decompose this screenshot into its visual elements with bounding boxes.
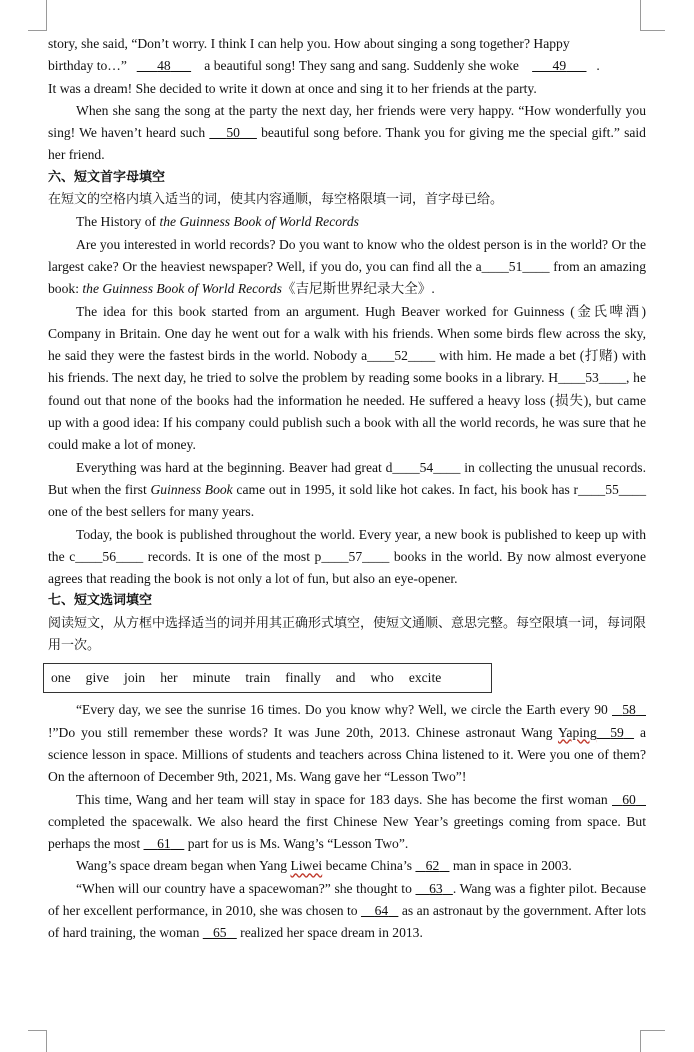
blank-58[interactable]: 58 <box>622 702 636 718</box>
paragraph-story-continued: story, she said, “Don’t worry. I think I can help you. How about singing a song together? Happy birthday to…” 48 a beautiful song! They sang and sang. Suddenly she woke 49 . It was a dream! She decided to write it down at once and sing it to her friends at the party. <box>48 36 600 96</box>
text-line: It was a dream! She decided to write it down at once and sing it to her friends at the party. <box>48 80 537 96</box>
text-line: birthday to…” <box>48 58 127 74</box>
blank-53[interactable]: H____53____ <box>548 370 627 386</box>
section-7-instruction: 阅读短文，从方框中选择适当的词并用其正确形式填空，使短文通顺、意思完整。每空限填一词，每词限用一次。 <box>48 615 647 654</box>
word-bank-item: join <box>124 670 146 686</box>
passage-title: The History of the Guinness Book of World Records <box>76 214 359 230</box>
name-liwei: Liwei <box>290 858 323 874</box>
document-page <box>48 33 646 945</box>
blank-51[interactable]: a____51____ <box>475 258 550 274</box>
word-bank-item: her <box>160 670 178 686</box>
paragraph-idea: The idea for this book started from an argument. Hugh Beaver worked for Guinness (金氏啤酒) Company in Britain. One day he went out for a walk with his friends. When some birds flew across the sky, he said they were the fastest birds in the world. Nobody a____52____ with him. He made a bet (打赌) with his friends. The next day, he tried to solve the problem by reading some books in a library. H____53____, he found out that none of the books had the information he needed. He suffered a heavy loss (损失), but came up with a good idea: If his company could publish such a book with all the world records, he was sure that he could make a lot of money. <box>48 303 646 453</box>
blank-61[interactable]: 61 <box>157 836 171 852</box>
blank-60[interactable]: 60 <box>622 791 636 807</box>
word-bank-item: finally <box>285 670 321 686</box>
blank-48[interactable]: 48 <box>157 58 171 74</box>
paragraph-sunrise: “Every day, we see the sunrise 16 times. Do you know why? Well, we circle the Earth every 90 58 !”Do you still remember these words? It was June 20th, 2013. Chinese astronaut Wang Yaping 59 a science lesson in space. Millions of students and teachers across China listened to it. Were you one of them? On the afternoon of December 9th, 2021, Ms. Wang gave her “Lesson Two”! <box>48 699 646 788</box>
word-bank-item: one <box>51 670 71 686</box>
paragraph-team: This time, Wang and her team will stay in space for 183 days. She has become the first woman 60 completed the spacewalk. We also heard the first Chinese New Year’s greetings coming from space. But perhaps the most 61 part for us is Ms. Wang’s “Lesson Two”. <box>48 789 646 856</box>
crop-mark-bottom-right <box>640 1030 665 1052</box>
blank-49[interactable]: 49 <box>552 58 567 74</box>
blank-52[interactable]: a____52____ <box>361 348 436 364</box>
crop-mark-top-right <box>640 0 665 31</box>
word-bank-item: train <box>245 670 271 686</box>
blank-54[interactable]: d____54____ <box>385 459 461 475</box>
section-6-instruction: 在短文的空格内填入适当的词，使其内容通顺，每空格限填一词，首字母已给。 <box>48 192 504 208</box>
paragraph-dream: Wang’s space dream began when Yang Liwei became China’s 62 man in space in 2003. <box>48 855 646 877</box>
crop-mark-top-left <box>28 0 47 31</box>
blank-55[interactable]: r____55____ <box>573 481 646 497</box>
crop-mark-bottom-left <box>28 1030 47 1052</box>
blank-56[interactable]: c____56____ <box>69 548 144 564</box>
word-bank-item: and <box>335 670 356 686</box>
blank-64[interactable]: 64 <box>374 902 389 918</box>
paragraph-spacewoman: “When will our country have a spacewoman?” she thought to 63 . Wang was a fighter pilot. Because of her excellent performance, in 2010, she was chosen to 64 as an astronaut by the government. After lots of hard training, the woman 65 realized her space dream in 2013. <box>48 878 646 945</box>
word-bank-item: give <box>85 670 110 686</box>
text-line: story, she said, “Don’t worry. I think I can help you. How about singing a song together? Happy <box>48 36 570 51</box>
paragraph-world-records: Are you interested in world records? Do you want to know who the oldest person is in the world? Or the largest cake? Or the heaviest newspaper? Well, if you do, you can find all the a____51____ from an amazing book: the Guinness Book of World Records《吉尼斯世界纪录大全》. <box>48 236 646 297</box>
blank-59[interactable]: 59 <box>610 724 624 740</box>
blank-50[interactable]: 50 <box>226 125 240 141</box>
name-yaping: Yaping <box>557 724 597 740</box>
blank-62[interactable]: 62 <box>425 858 440 874</box>
blank-65[interactable]: 65 <box>212 925 227 941</box>
word-bank-item: minute <box>192 670 231 686</box>
paragraph-today: Today, the book is published throughout the world. Every year, a new book is published to keep up with the c____56____ records. It is one of the most p____57____ books in the world. By now almost everyone agrees that reading the book is not only a lot of fun, but also an eye-opener. <box>48 526 646 587</box>
blank-57[interactable]: p____57____ <box>314 548 390 564</box>
paragraph-party: When she sang the song at the party the next day, her friends were very happy. “How wonderfully you sing! We haven’t heard such 50 beautiful song before. Thank you for giving me the special gift.” said her friend. <box>48 102 646 163</box>
section-7-heading: 七、短文选词填空 <box>48 593 153 609</box>
section-6-heading: 六、短文首字母填空 <box>48 169 166 185</box>
word-bank-box <box>43 663 492 693</box>
paragraph-beginning: Everything was hard at the beginning. Beaver had great d____54____ in collecting the unusual records. But when the first Guinness Book came out in 1995, it sold like hot cakes. In fact, his book has r____55____ one of the best sellers for many years. <box>48 459 646 520</box>
text-line: a beautiful song! They sang and sang. Suddenly she woke <box>200 58 523 74</box>
word-bank-item: excite <box>408 670 442 686</box>
word-bank-item: who <box>370 670 394 686</box>
blank-63[interactable]: 63 <box>429 880 443 896</box>
